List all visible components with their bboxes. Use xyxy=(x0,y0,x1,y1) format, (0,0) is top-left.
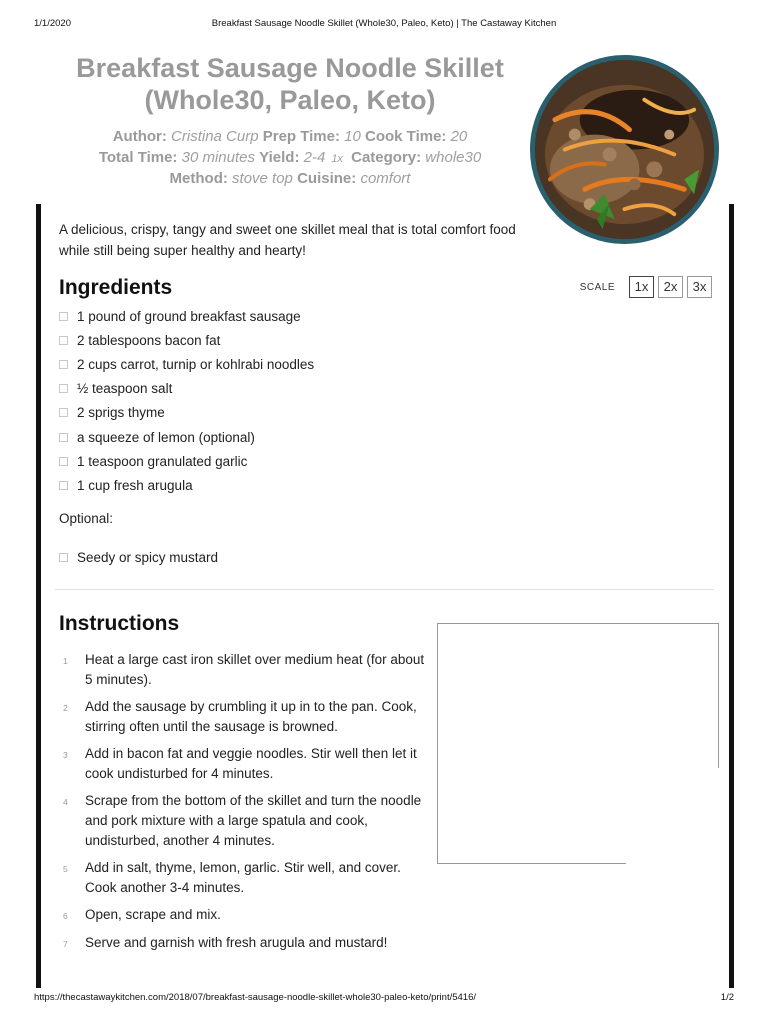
optional-ingredient-list xyxy=(59,545,218,569)
step-number: 1 xyxy=(63,656,68,666)
step-number: 6 xyxy=(63,911,68,921)
instructions-heading: Instructions xyxy=(59,612,180,635)
ingredient-checkbox[interactable] xyxy=(59,481,68,490)
optional-ingredient-text: Seedy or spicy mustard xyxy=(77,549,219,565)
instruction-step xyxy=(59,905,429,926)
ingredient-item xyxy=(59,328,459,352)
scale-control xyxy=(580,276,712,298)
ad-placeholder-right-edge xyxy=(718,624,719,768)
ingredient-item xyxy=(59,304,459,328)
card-left-border xyxy=(36,204,41,988)
optional-ingredient-item xyxy=(59,545,218,569)
cook-time-label: Cook Time: xyxy=(365,128,447,145)
recipe-title: Breakfast Sausage Noodle Skillet (Whole30, Paleo, Keto) xyxy=(76,53,504,115)
scale-2x-button[interactable]: 2x xyxy=(658,276,683,298)
scale-label: SCALE xyxy=(579,281,615,293)
ingredient-text: 1 pound of ground breakfast sausage xyxy=(77,308,301,324)
card-right-border xyxy=(729,204,734,988)
step-text: Add the sausage by crumbling it up in to the pan. Cook, stirring often until the sausage is browned. xyxy=(85,699,417,734)
ad-placeholder xyxy=(437,623,719,864)
ingredient-item xyxy=(59,473,459,497)
step-number: 2 xyxy=(63,703,68,713)
category-value: whole30 xyxy=(425,148,482,166)
scale-3x-button[interactable]: 3x xyxy=(687,276,712,298)
scale-1x-button[interactable]: 1x xyxy=(629,276,654,298)
cuisine-label: Cuisine: xyxy=(297,170,357,187)
ingredient-checkbox[interactable] xyxy=(59,553,68,562)
instruction-step xyxy=(59,791,429,851)
recipe-meta xyxy=(40,127,540,190)
step-text: Heat a large cast iron skillet over medium heat (for about 5 minutes). xyxy=(85,652,425,687)
ad-placeholder-bottom-edge xyxy=(438,863,626,864)
ingredient-text: a squeeze of lemon (optional) xyxy=(77,429,255,445)
author-value: Cristina Curp xyxy=(171,128,259,145)
ingredient-checkbox[interactable] xyxy=(59,457,68,466)
cuisine-value: comfort xyxy=(360,170,411,187)
ingredient-item xyxy=(59,377,459,401)
total-time-label: Total Time: xyxy=(98,148,178,166)
step-number: 3 xyxy=(63,750,68,760)
recipe-summary: A delicious, crispy, tangy and sweet one skillet meal that is total comfort food while still being super healthy and hearty! xyxy=(59,222,516,258)
instruction-step xyxy=(59,697,429,737)
prep-time-value: 10 xyxy=(344,128,361,145)
instruction-step xyxy=(59,744,429,784)
print-url: https://thecastawaykitchen.com/2018/07/breakfast-sausage-noodle-skillet-whole30-paleo-keto/print/5416/ xyxy=(34,992,477,1003)
ingredient-checkbox[interactable] xyxy=(59,312,68,321)
ingredient-text: 2 tablespoons bacon fat xyxy=(77,332,221,348)
ingredient-text: ½ teaspoon salt xyxy=(77,381,173,397)
instruction-step xyxy=(59,858,429,898)
print-page-number: 1/2 xyxy=(720,992,734,1003)
step-text: Serve and garnish with fresh arugula and mustard! xyxy=(85,935,388,950)
step-text: Add in salt, thyme, lemon, garlic. Stir well, and cover. Cook another 3-4 minutes. xyxy=(85,860,401,895)
method-label: Method: xyxy=(169,170,228,187)
section-divider xyxy=(55,589,714,590)
ingredient-text: 1 teaspoon granulated garlic xyxy=(77,453,248,469)
yield-multiplier: 1x xyxy=(331,152,343,165)
meta-line-1 xyxy=(40,127,540,148)
ingredient-item xyxy=(59,449,459,473)
instruction-list xyxy=(59,650,429,961)
ingredient-item xyxy=(59,401,459,425)
ingredient-list xyxy=(59,304,459,498)
ingredient-text: 1 cup fresh arugula xyxy=(77,477,193,493)
step-number: 5 xyxy=(63,864,68,874)
print-header xyxy=(34,18,734,32)
prep-time-label: Prep Time: xyxy=(262,128,340,145)
ingredient-text: 2 sprigs thyme xyxy=(77,405,165,421)
ingredient-text: 2 cups carrot, turnip or kohlrabi noodles xyxy=(77,356,315,372)
meta-line-2 xyxy=(40,148,540,170)
print-date: 1/1/2020 xyxy=(34,18,71,29)
yield-value: 2-4 xyxy=(303,148,326,166)
print-footer xyxy=(34,992,734,1006)
ingredient-checkbox[interactable] xyxy=(59,433,68,442)
step-number: 4 xyxy=(63,797,68,807)
print-document-title: Breakfast Sausage Noodle Skillet (Whole30, Paleo, Keto) | The Castaway Kitchen xyxy=(211,18,557,29)
meta-line-3 xyxy=(40,169,540,190)
step-text: Open, scrape and mix. xyxy=(85,907,221,922)
ingredient-checkbox[interactable] xyxy=(59,336,68,345)
cook-time-value: 20 xyxy=(450,128,468,145)
total-time-value: 30 minutes xyxy=(181,148,255,166)
optional-label: Optional: xyxy=(59,511,114,526)
ingredients-heading: Ingredients xyxy=(59,276,173,299)
ingredient-checkbox[interactable] xyxy=(59,408,68,417)
method-value: stove top xyxy=(232,170,293,187)
step-text: Add in bacon fat and veggie noodles. Stir well then let it cook undisturbed for 4 minutes. xyxy=(85,746,417,781)
category-label: Category: xyxy=(351,148,422,166)
ingredient-item xyxy=(59,352,459,376)
instruction-step xyxy=(59,933,429,954)
yield-label: Yield: xyxy=(259,148,300,166)
step-number: 7 xyxy=(63,939,68,949)
instruction-step xyxy=(59,650,429,690)
ingredient-checkbox[interactable] xyxy=(59,360,68,369)
author-label: Author: xyxy=(112,128,167,145)
ingredient-item xyxy=(59,425,459,449)
ingredient-checkbox[interactable] xyxy=(59,384,68,393)
step-text: Scrape from the bottom of the skillet and turn the noodle and pork mixture with a large spatula and cook, undisturbed, another 4 minutes. xyxy=(85,793,422,848)
